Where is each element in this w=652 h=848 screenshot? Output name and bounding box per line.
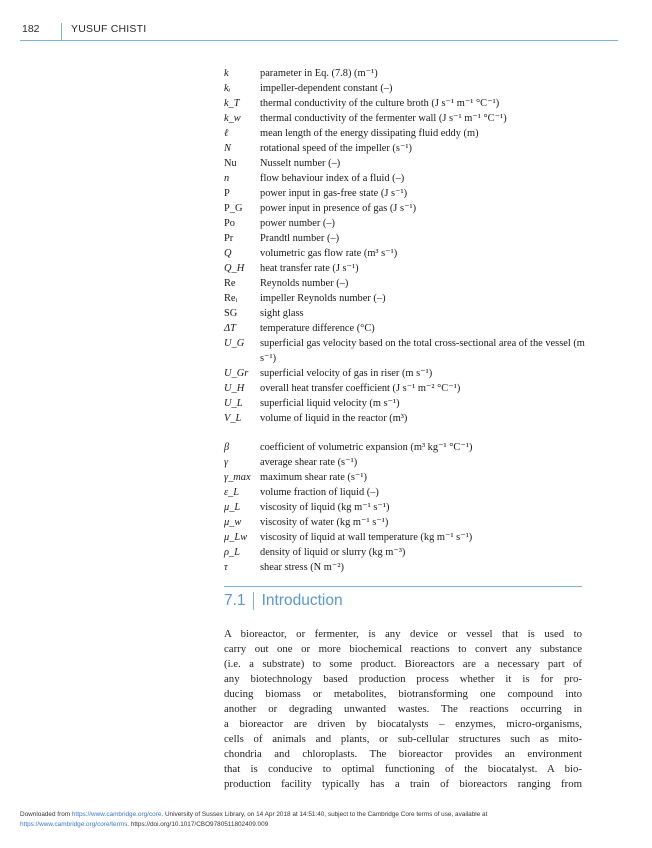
section-number: 7.1 (224, 592, 246, 609)
nomenclature-row (224, 321, 594, 336)
footer-link-core[interactable]: https://www.cambridge.org/core (71, 811, 162, 818)
nomenclature-symbol: ΔT (224, 323, 236, 334)
body-line: a bioreactor are driven by biocatalysts – enzymes, micro-organisms, (224, 718, 582, 730)
nomenclature-definition: volume fraction of liquid (–) (260, 487, 379, 498)
nomenclature-definition: power input in gas-free state (J s⁻¹) (260, 188, 408, 199)
nomenclature-definition: volume of liquid in the reactor (m³) (260, 413, 408, 424)
nomenclature-definition: rotational speed of the impeller (s⁻¹) (260, 143, 412, 154)
nomenclature-row (224, 500, 594, 515)
nomenclature-definition: Prandtl number (–) (260, 233, 340, 244)
nomenclature-definition: mean length of the energy dissipating fluid eddy (m) (260, 128, 479, 139)
nomenclature-symbol: n (224, 173, 230, 184)
nomenclature-row (224, 156, 594, 171)
nomenclature-row (224, 545, 594, 560)
nomenclature-row (224, 96, 594, 111)
nomenclature-definition: temperature difference (°C) (260, 323, 375, 334)
nomenclature-greek (224, 440, 594, 575)
nomenclature-symbol: Re (224, 278, 236, 289)
nomenclature-row (224, 111, 594, 126)
header-rule (20, 40, 618, 41)
nomenclature-symbol: ℓ (224, 128, 229, 139)
nomenclature-row (224, 455, 594, 470)
nomenclature-symbol: k_w (224, 113, 241, 124)
nomenclature-definition: viscosity of water (kg m⁻¹ s⁻¹) (260, 517, 389, 528)
nomenclature-definition: superficial velocity of gas in riser (m s⁻¹) (260, 368, 433, 379)
nomenclature-symbol: Q_H (224, 263, 245, 274)
body-line: A bioreactor, or fermenter, is any device or vessel that is used to (224, 628, 582, 640)
nomenclature-definition: sight glass (260, 308, 304, 319)
nomenclature-row (224, 485, 594, 500)
nomenclature-row (224, 396, 594, 411)
nomenclature-symbol: k_T (224, 98, 240, 109)
nomenclature-definition: density of liquid or slurry (kg m⁻³) (260, 547, 406, 558)
nomenclature-definition: Reynolds number (–) (260, 278, 349, 289)
nomenclature-symbol: U_G (224, 338, 245, 349)
nomenclature-symbol: μ_Lw (224, 532, 248, 543)
nomenclature-row (224, 560, 594, 575)
nomenclature-latin (224, 66, 594, 426)
nomenclature-row (224, 515, 594, 530)
nomenclature-row (224, 216, 594, 231)
nomenclature-row (224, 306, 594, 321)
nomenclature-symbol: β (224, 442, 230, 453)
nomenclature-definition: maximum shear rate (s⁻¹) (260, 472, 367, 483)
nomenclature-row (224, 246, 594, 261)
body-line: cells of animals and plants, or sub-cellular structures such as mito- (224, 733, 582, 745)
nomenclature-symbol: Reᵢ (224, 293, 238, 304)
footer-text-mid: . University of Sussex Library, on 14 Apr 2018 at 14:51:40, subject to the Cambridge Core terms of use, available at (161, 811, 488, 818)
nomenclature-symbol: Nu (224, 158, 237, 169)
nomenclature-list (224, 66, 594, 575)
body-line: (i.e. a substrate) to some product. Bioreactors are a necessary part of (224, 658, 582, 670)
body-line: ducing biomass or metabolites, biotransforming one compound into (224, 688, 582, 700)
nomenclature-symbol: P_G (224, 203, 243, 214)
nomenclature-row (224, 201, 594, 216)
nomenclature-definition: superficial gas velocity based on the total cross-sectional area of the vessel (m s⁻¹) (260, 338, 585, 364)
nomenclature-definition: volumetric gas flow rate (m³ s⁻¹) (260, 248, 398, 259)
nomenclature-row (224, 381, 594, 396)
nomenclature-symbol: γ_max (224, 472, 251, 483)
nomenclature-symbol: μ_L (224, 502, 241, 513)
nomenclature-row (224, 336, 594, 366)
nomenclature-gap (224, 426, 594, 440)
body-line: any biotechnology based production process whether it is for pro- (224, 673, 582, 685)
nomenclature-definition: overall heat transfer coefficient (J s⁻¹ m⁻² °C⁻¹) (260, 383, 461, 394)
download-footer (20, 810, 630, 830)
section-heading (224, 590, 343, 612)
body-line: production facility typically has a train of bioreactors ranging from (224, 778, 582, 790)
nomenclature-symbol: Q (224, 248, 232, 259)
header-divider (61, 23, 62, 40)
nomenclature-symbol: ε_L (224, 487, 240, 498)
nomenclature-symbol: SG (224, 308, 238, 319)
body-line: that is conducive to optimal functioning of the biocatalyst. A bio- (224, 763, 582, 775)
nomenclature-row (224, 66, 594, 81)
nomenclature-definition: viscosity of liquid at wall temperature (kg m⁻¹ s⁻¹) (260, 532, 473, 543)
nomenclature-row (224, 231, 594, 246)
section-title: Introduction (261, 592, 343, 609)
nomenclature-row (224, 440, 594, 455)
nomenclature-definition: flow behaviour index of a fluid (–) (260, 173, 405, 184)
section-divider (253, 592, 254, 610)
nomenclature-definition: thermal conductivity of the culture broth (J s⁻¹ m⁻¹ °C⁻¹) (260, 98, 500, 109)
nomenclature-symbol: U_L (224, 398, 243, 409)
footer-doi: . https://doi.org/10.1017/CBO9780511802409.009 (127, 821, 269, 828)
nomenclature-row (224, 276, 594, 291)
nomenclature-row (224, 186, 594, 201)
running-head (0, 0, 652, 44)
nomenclature-row (224, 126, 594, 141)
nomenclature-definition: average shear rate (s⁻¹) (260, 457, 358, 468)
nomenclature-symbol: Pr (224, 233, 234, 244)
body-line: another or degrading unwanted wastes. The reactions occurring in (224, 703, 582, 715)
body-paragraph (224, 627, 582, 792)
nomenclature-row (224, 171, 594, 186)
nomenclature-row (224, 470, 594, 485)
nomenclature-definition: shear stress (N m⁻²) (260, 562, 344, 573)
nomenclature-symbol: ρ_L (224, 547, 240, 558)
nomenclature-definition: thermal conductivity of the fermenter wall (J s⁻¹ m⁻¹ °C⁻¹) (260, 113, 507, 124)
nomenclature-symbol: V_L (224, 413, 242, 424)
footer-link-terms[interactable]: https://www.cambridge.org/core/terms (20, 821, 128, 828)
nomenclature-symbol: U_H (224, 383, 245, 394)
nomenclature-definition: heat transfer rate (J s⁻¹) (260, 263, 359, 274)
nomenclature-row (224, 530, 594, 545)
nomenclature-definition: coefficient of volumetric expansion (m³ kg⁻¹ °C⁻¹) (260, 442, 473, 453)
nomenclature-row (224, 366, 594, 381)
nomenclature-definition: Nusselt number (–) (260, 158, 341, 169)
nomenclature-symbol: γ (224, 457, 229, 468)
nomenclature-symbol: k (224, 68, 229, 79)
nomenclature-definition: impeller-dependent constant (–) (260, 83, 393, 94)
nomenclature-definition: impeller Reynolds number (–) (260, 293, 386, 304)
nomenclature-definition: power input in presence of gas (J s⁻¹) (260, 203, 417, 214)
nomenclature-symbol: Po (224, 218, 235, 229)
nomenclature-row (224, 261, 594, 276)
nomenclature-symbol: kᵢ (224, 83, 231, 94)
nomenclature-row (224, 291, 594, 306)
page-number: 182 (22, 23, 40, 35)
nomenclature-row (224, 81, 594, 96)
body-line: carry out one or more biochemical reactions to convert any substance (224, 643, 582, 655)
nomenclature-row (224, 141, 594, 156)
nomenclature-symbol: μ_w (224, 517, 242, 528)
section-rule (224, 586, 582, 587)
footer-downloaded-from: Downloaded from (20, 811, 71, 818)
nomenclature-symbol: U_Gr (224, 368, 249, 379)
body-line: chondria and chloroplasts. The bioreactor provides an environment (224, 748, 582, 760)
nomenclature-definition: superficial liquid velocity (m s⁻¹) (260, 398, 400, 409)
running-author: YUSUF CHISTI (71, 23, 147, 35)
nomenclature-symbol: τ (224, 562, 228, 573)
nomenclature-definition: viscosity of liquid (kg m⁻¹ s⁻¹) (260, 502, 390, 513)
nomenclature-definition: power number (–) (260, 218, 336, 229)
nomenclature-definition: parameter in Eq. (7.8) (m⁻¹) (260, 68, 378, 79)
nomenclature-symbol: P (224, 188, 230, 199)
nomenclature-row (224, 411, 594, 426)
nomenclature-symbol: N (224, 143, 231, 154)
